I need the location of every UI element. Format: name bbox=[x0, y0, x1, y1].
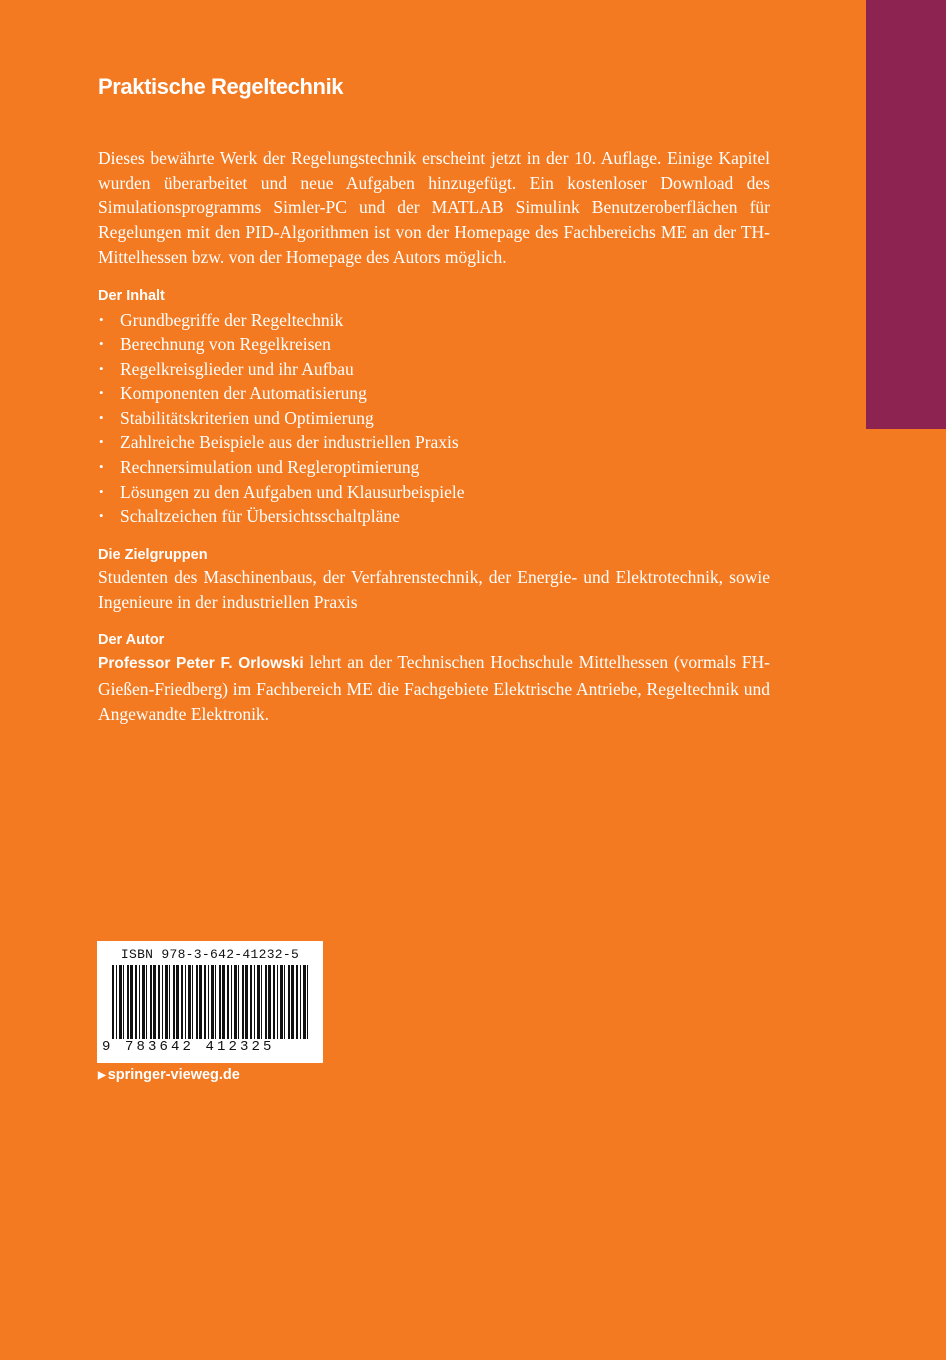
inhalt-section bbox=[98, 286, 770, 529]
arrow-right-icon: ▶ bbox=[98, 1070, 106, 1081]
author-bio: lehrt an der Technischen Hochschule Mittelhessen (vormals FH-Gießen-Friedberg) im Fachbereich ME die Fachgebiete Elektrische Antriebe, Regeltechnik und Angewandte Elektronik. bbox=[98, 652, 771, 724]
back-cover-content bbox=[98, 74, 770, 726]
inhalt-list bbox=[98, 308, 770, 529]
author-name: Professor Peter F. Orlowski bbox=[98, 655, 304, 673]
autor-heading: Der Autor bbox=[98, 632, 165, 649]
spine-color-band bbox=[866, 0, 946, 429]
list-item: • Schaltzeichen für Übersichtsschaltpläne bbox=[98, 504, 770, 529]
list-item: • Komponenten der Automatisierung bbox=[98, 381, 770, 406]
book-title: Praktische Regeltechnik bbox=[98, 74, 344, 99]
list-item: • Lösungen zu den Aufgaben und Klausurbeispiele bbox=[98, 480, 770, 505]
list-item: • Stabilitätskriterien und Optimierung bbox=[98, 406, 770, 431]
zielgruppen-heading: Die Zielgruppen bbox=[98, 546, 208, 563]
publisher-url: springer-vieweg.de bbox=[107, 1067, 240, 1083]
list-item: • Zahlreiche Beispiele aus der industriellen Praxis bbox=[98, 430, 770, 455]
zielgruppen-section bbox=[98, 545, 770, 614]
isbn-number: ISBN 978-3-642-41232-5 bbox=[120, 947, 300, 962]
isbn-barcode bbox=[97, 941, 323, 1063]
list-item: • Regelkreisglieder und ihr Aufbau bbox=[98, 357, 770, 382]
inhalt-heading: Der Inhalt bbox=[98, 287, 165, 304]
zielgruppen-text: Studenten des Maschinenbaus, der Verfahrenstechnik, der Energie- und Elektrotechnik, sowie Ingenieure in der industriellen Praxis bbox=[98, 566, 770, 612]
list-item: • Grundbegriffe der Regeltechnik bbox=[98, 308, 770, 333]
barcode-bars bbox=[112, 965, 308, 1039]
publisher-link[interactable] bbox=[98, 1067, 240, 1083]
list-item: • Rechnersimulation und Regleroptimierung bbox=[98, 455, 770, 480]
autor-paragraph bbox=[98, 650, 770, 726]
autor-section bbox=[98, 630, 770, 726]
ean-digits: 9 783642 412325 bbox=[102, 1039, 275, 1055]
list-item: • Berechnung von Regelkreisen bbox=[98, 332, 770, 357]
intro-paragraph: Dieses bewährte Werk der Regelungstechnik erscheint jetzt in der 10. Auflage. Einige Kapitel wurden überarbeitet und neue Aufgaben hinzugefügt. Ein kostenloser Download des Simulationsprogramms Simler-PC und der MATLAB Simulink Benutzeroberflächen für Regelungen mit den PID-Algorithmen ist von der Homepage des Fachbereichs ME an der TH-Mittelhessen bzw. von der Homepage des Autors möglich. bbox=[98, 148, 770, 267]
